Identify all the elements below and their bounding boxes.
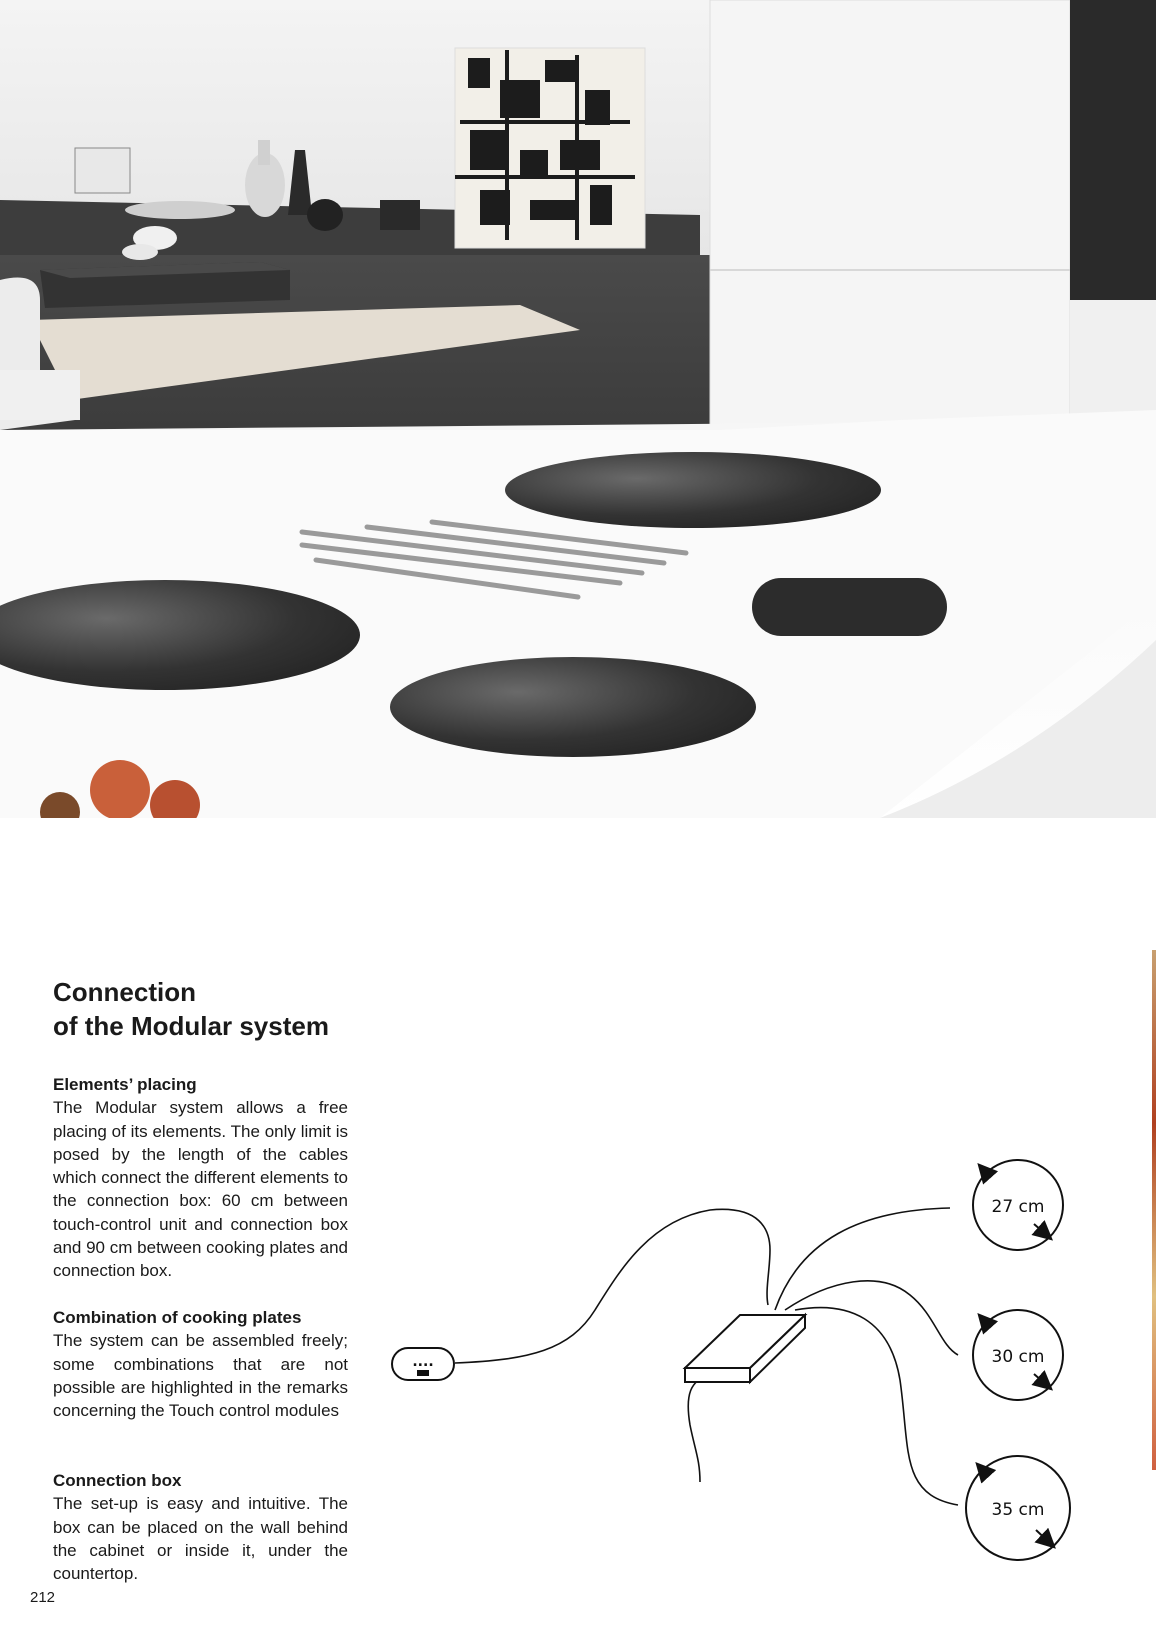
touch-control-label: ....: [412, 1354, 434, 1370]
page-number: 212: [30, 1589, 56, 1606]
plate-30cm: [973, 1310, 1063, 1400]
section-body: The system can be assembled freely; some combinations that are not possible are highlighted in the remarks concerning the Touch control modules: [53, 1331, 348, 1421]
section-title: Combination of cooking plates: [53, 1308, 302, 1327]
section-body: The Modular system allows a free placing of its elements. The only limit is posed by the length of the cables which connect the different elements to the connection box: 60 cm between touch-control unit and connection box and 90 cm between cooking plates and connection box.: [53, 1098, 348, 1281]
section-elements-placing: [53, 1073, 348, 1283]
section-title: Connection box: [53, 1471, 182, 1490]
plate-35cm: [966, 1456, 1070, 1560]
heading-line-1: Connection: [53, 977, 196, 1007]
page-heading: [53, 975, 453, 1043]
plate-label: 35 cm: [991, 1500, 1045, 1520]
plate-label: 27 cm: [991, 1197, 1045, 1217]
connection-diagram: [380, 1150, 1080, 1635]
section-body: The set-up is easy and intuitive. The box can be placed on the wall behind the cabinet or inside it, under the countertop.: [53, 1494, 348, 1584]
plate-27cm: [973, 1160, 1063, 1250]
connection-box: [685, 1315, 805, 1382]
heading-line-2: of the Modular system: [53, 1011, 329, 1041]
section-title: Elements’ placing: [53, 1075, 197, 1094]
page-edge-stripe: [1152, 950, 1156, 1470]
plate-label: 30 cm: [991, 1347, 1045, 1367]
section-connection-box: [53, 1469, 348, 1585]
section-combination: [53, 1306, 348, 1422]
